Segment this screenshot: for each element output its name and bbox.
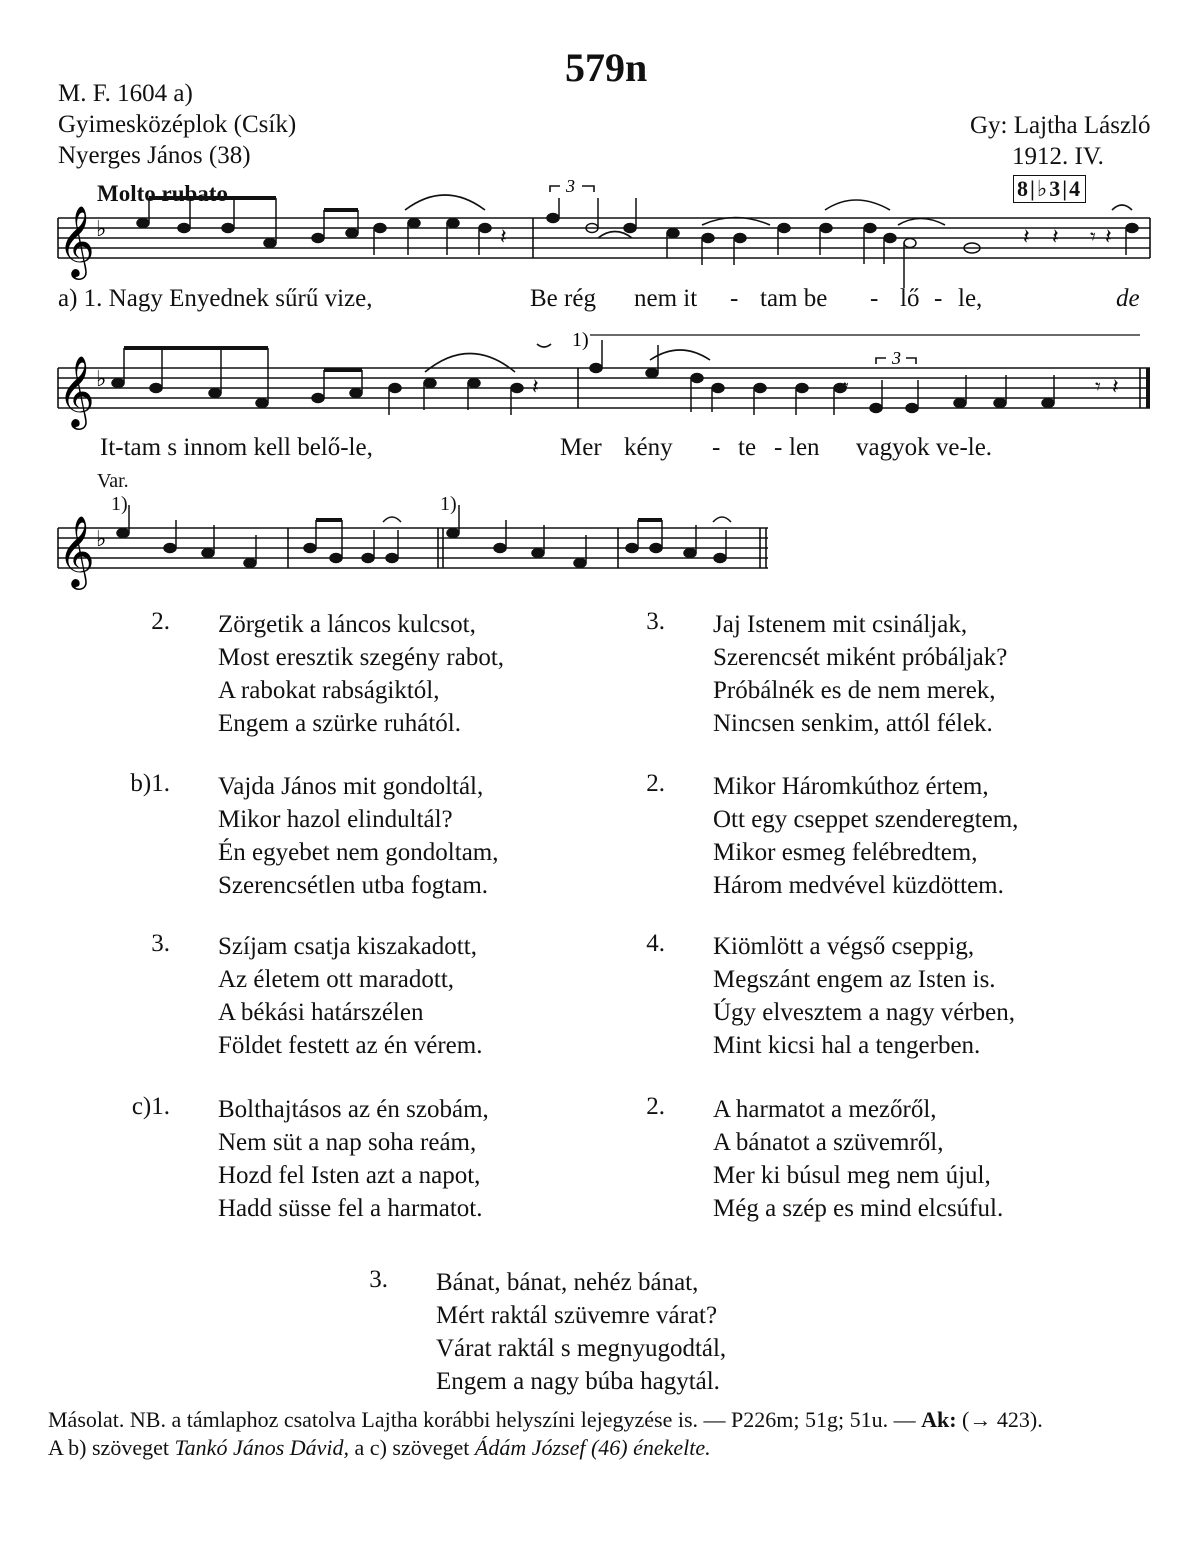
stanza-line: A harmatot a mezőről, — [713, 1096, 937, 1123]
lyric-syllable: tam be — [760, 285, 828, 312]
stanza-line: Bánat, bánat, nehéz bánat, — [436, 1269, 699, 1296]
stanza-text — [218, 930, 482, 1062]
lyric-syllable: kény — [624, 434, 673, 461]
stanza-number: c)1. — [131, 1093, 170, 1120]
lyric-syllable: nem it — [634, 285, 698, 312]
stanza-line: Mikor Háromkúthoz értem, — [713, 773, 989, 800]
lyric-syllable: te — [738, 434, 757, 461]
stanza-line: Zörgetik a láncos kulcsot, — [218, 611, 476, 638]
footer-line-2: A b) szöveget Tankó János Dávid, a c) szöveget Ádám József (46) énekelte. — [48, 1435, 711, 1460]
note-group-staff-1 — [137, 198, 1138, 288]
stanza-line: Földet festett az én vérem. — [218, 1032, 483, 1059]
stanza-line: Mer ki búsul meg nem újul, — [713, 1162, 991, 1189]
stanza-text — [218, 770, 498, 902]
stanza-text — [436, 1266, 726, 1398]
lyric-syllable: - — [712, 434, 721, 461]
stanza-line: A bánatot a szüvemről, — [713, 1129, 944, 1156]
stanza-line: Kiömlött a végső cseppig, — [713, 933, 975, 960]
stanza-line: Megszánt engem az Isten is. — [713, 966, 996, 993]
stanza-text — [713, 1093, 1003, 1225]
collector: Gy: Lajtha László — [970, 112, 1151, 139]
stanza-text — [218, 1093, 489, 1225]
stanza-line: Most eresztik szegény rabot, — [218, 644, 505, 671]
lyric-syllable: de — [1116, 285, 1140, 312]
stanza-line: Nem süt a nap soha reám, — [218, 1129, 477, 1156]
lyric-syllable: Mer — [560, 434, 602, 461]
stanza-line: Ott egy cseppet szenderegtem, — [713, 806, 1019, 833]
stanza-line: Én egyebet nem gondoltam, — [218, 839, 499, 866]
stanza-text — [218, 608, 504, 740]
lyrics-line-1 — [58, 285, 372, 313]
stanza-line: Mikor hazol elindultál? — [218, 806, 453, 833]
stanza-number: 2. — [151, 608, 170, 635]
stanza-line: Szerencsétlen utba fogtam. — [218, 872, 489, 899]
stanza-number: 2. — [646, 770, 665, 797]
stanza-text — [713, 770, 1018, 902]
verse-label: a) 1. — [58, 285, 103, 312]
treble-clef: 𝄞 — [58, 354, 95, 427]
music-staff-variant — [0, 500, 800, 590]
stanza-line: Hozd fel Isten azt a napot, — [218, 1162, 481, 1189]
footer-note — [48, 1406, 1043, 1462]
header-left — [58, 78, 296, 171]
stanza-line: Bolthajtásos az én szobám, — [218, 1096, 489, 1123]
flat-key-signature: ♭ — [96, 367, 107, 392]
stanza-line: Úgy elvesztem a nagy vérben, — [713, 999, 1015, 1026]
stanza-line: Jaj Istenem mit csináljak, — [713, 611, 968, 638]
song-code: 8|♭3|4 — [1013, 175, 1086, 203]
lyric-syllable: - — [934, 285, 943, 312]
svg-text:𝄽: 𝄽 — [532, 375, 539, 400]
stanza-number: 2. — [646, 1093, 665, 1120]
triplet-mark: 3 — [892, 348, 901, 368]
catalog-number: M. F. 1604 a) — [58, 80, 193, 107]
stanza-number: 3. — [646, 608, 665, 635]
collection-date: 1912. IV. — [1012, 143, 1104, 170]
stanza-line: Engem a szürke ruhától. — [218, 710, 461, 737]
stanza-line: Az életem ott maradott, — [218, 966, 455, 993]
svg-text:𝄽: 𝄽 — [1052, 225, 1059, 250]
lyric-syllable: - — [730, 285, 739, 312]
svg-text:𝄽: 𝄽 — [1112, 375, 1119, 400]
stanza-line: A rabokat rabságiktól, — [218, 677, 440, 704]
stanza-line: Vajda János mit gondoltál, — [218, 773, 484, 800]
singer-name: Nyerges János (38) — [58, 142, 251, 169]
treble-clef: 𝄞 — [58, 514, 95, 587]
stanza-line: A békási határszélen — [218, 999, 424, 1026]
svg-text:𝄾: 𝄾 — [1095, 375, 1101, 400]
lyric-syllable: - — [870, 285, 879, 312]
flat-key-signature: ♭ — [96, 217, 107, 242]
stanza-line: Engem a nagy búba hagytál. — [436, 1368, 720, 1395]
svg-text:𝄽: 𝄽 — [1023, 225, 1030, 250]
stanza-line: Mikor esmeg felébredtem, — [713, 839, 978, 866]
stanza-line: Mint kicsi hal a tengerben. — [713, 1032, 981, 1059]
stanza-number: b)1. — [130, 770, 170, 797]
stanza-number: 3. — [151, 930, 170, 957]
tempo-marking: Molto rubato — [97, 181, 228, 206]
stanza-line: Hadd süsse fel a harmatot. — [218, 1195, 483, 1222]
svg-text:𝄽: 𝄽 — [1105, 225, 1112, 250]
stanza-number: 3. — [369, 1266, 388, 1293]
variant-label: Var. — [97, 470, 129, 492]
stanza-line: Nincsen senkim, attól félek. — [713, 710, 993, 737]
treble-clef: 𝄞 — [58, 204, 95, 277]
flat-key-signature: ♭ — [96, 527, 107, 552]
recording-place: Gyimesközéplok (Csík) — [58, 111, 297, 138]
music-staff-2 — [0, 320, 1200, 427]
stanza-number: 4. — [646, 930, 665, 957]
stanza-line: Még a szép es mind elcsúful. — [713, 1195, 1004, 1222]
stanza-line: Próbálnék es de nem merek, — [713, 677, 996, 704]
triplet-mark: 3 — [566, 176, 575, 196]
footer-line-1: Másolat. NB. a támlaphoz csatolva Lajtha korábbi helyszíni lejegyzése is. — P226m; 51g; 51u. — Ak: (→ 423). — [48, 1407, 1043, 1432]
stanza-line: Várat raktál s megnyugodtál, — [436, 1335, 727, 1362]
footnote-mark: 1) — [111, 493, 128, 515]
stanza-text — [713, 608, 1007, 740]
stanza-line: Szerencsét miként próbáljak? — [713, 644, 1008, 671]
svg-text:𝄾: 𝄾 — [843, 375, 849, 400]
stanza-line: Szíjam csatja kiszakadott, — [218, 933, 477, 960]
stanza-text — [713, 930, 1015, 1062]
svg-text:𝄽: 𝄽 — [500, 225, 507, 250]
lyric-syllable: It-tam s innom kell belő-le, — [100, 434, 373, 461]
stanza-line: Három medvével küzdöttem. — [713, 872, 1004, 899]
lyric-syllable: le, — [958, 285, 983, 312]
footnote-mark: 1) — [440, 493, 457, 515]
lyric-syllable: Be rég — [530, 285, 596, 312]
lyric-syllable: - — [774, 434, 783, 461]
lyric-syllable: vagyok ve-le. — [856, 434, 993, 461]
lyric-syllable: len — [789, 434, 820, 461]
lyric-syllable: lő — [900, 285, 920, 312]
footnote-mark: 1) — [572, 329, 589, 351]
svg-text:𝄾: 𝄾 — [1090, 225, 1096, 250]
lyric-syllable: Nagy Enyednek sűrű vize, — [108, 285, 373, 312]
stanza-line: Mért raktál szüvemre várat? — [436, 1302, 718, 1329]
music-staff-1 — [0, 176, 1200, 290]
page-number: 579n — [565, 45, 648, 90]
